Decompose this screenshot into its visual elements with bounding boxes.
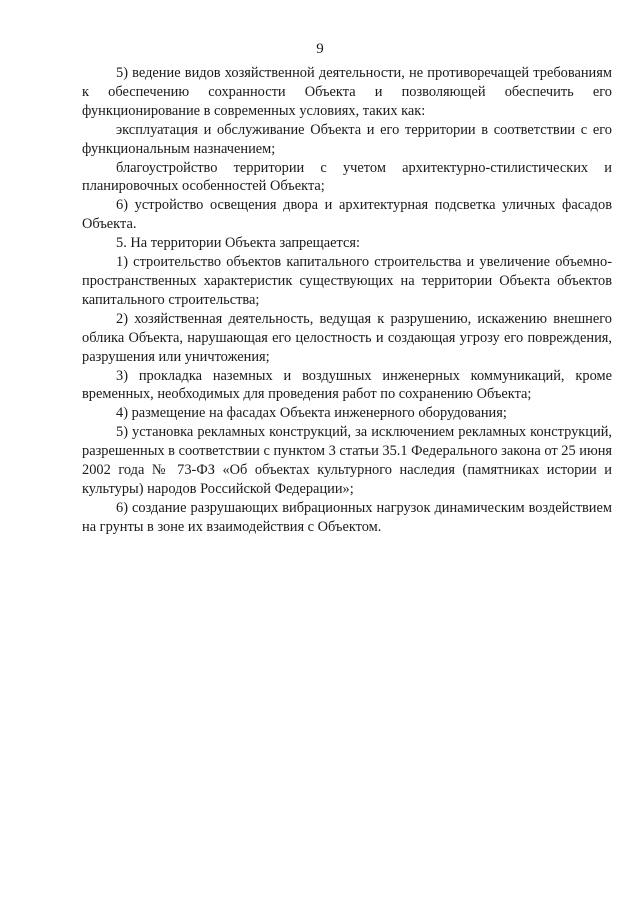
paragraph-prohibited-6: 6) создание разрушающих вибрационных нагрузок динамическим воздействием на грунты в зоне их взаимодействия с Объектом.: [82, 499, 612, 535]
page-number: 9: [316, 41, 324, 57]
paragraph-prohibited-1: 1) строительство объектов капитального строительства и увеличение объемно-пространственных характеристик существующих на территории Объекта объектов капитального строительства;: [82, 254, 612, 308]
paragraph-item-6-lighting: 6) устройство освещения двора и архитектурная подсветка уличных фасадов Объекта.: [82, 197, 612, 233]
paragraph-prohibited-5: 5) установка рекламных конструкций, за исключением рекламных конструкций, разрешенных в соответствии с пунктом 3 статьи 35.1 Федерального закона от 25 июня 2002 года № 73-ФЗ «Об объектах культурного наследия (памятниках истории и культуры) народов Российской Федерации»;: [82, 424, 613, 497]
paragraph-landscaping: благоустройство территории с учетом архитектурно-стилистических и планировочных особенностей Объекта;: [82, 159, 612, 195]
paragraph-maintenance: эксплуатация и обслуживание Объекта и его территории в соответствии с его функциональным назначением;: [82, 121, 612, 157]
document-body: [82, 64, 612, 537]
paragraph-prohibited-3: 3) прокладка наземных и воздушных инженерных коммуникаций, кроме временных, необходимых для проведения работ по сохранению Объекта;: [82, 367, 612, 403]
paragraph-prohibited-4: 4) размещение на фасадах Объекта инженерного оборудования;: [116, 405, 507, 422]
paragraph-section-5-prohibited: 5. На территории Объекта запрещается:: [116, 235, 360, 252]
paragraph-item-5-activities: 5) ведение видов хозяйственной деятельности, не противоречащей требованиям к обеспечению сохранности Объекта и позволяющей обеспечить его функционирование в современных условиях, таких как:: [82, 65, 612, 119]
paragraph-prohibited-2: 2) хозяйственная деятельность, ведущая к разрушению, искажению внешнего облика Объекта, нарушающая его целостность и создающая угрозу его повреждения, разрушения или уничтожения;: [82, 310, 612, 365]
